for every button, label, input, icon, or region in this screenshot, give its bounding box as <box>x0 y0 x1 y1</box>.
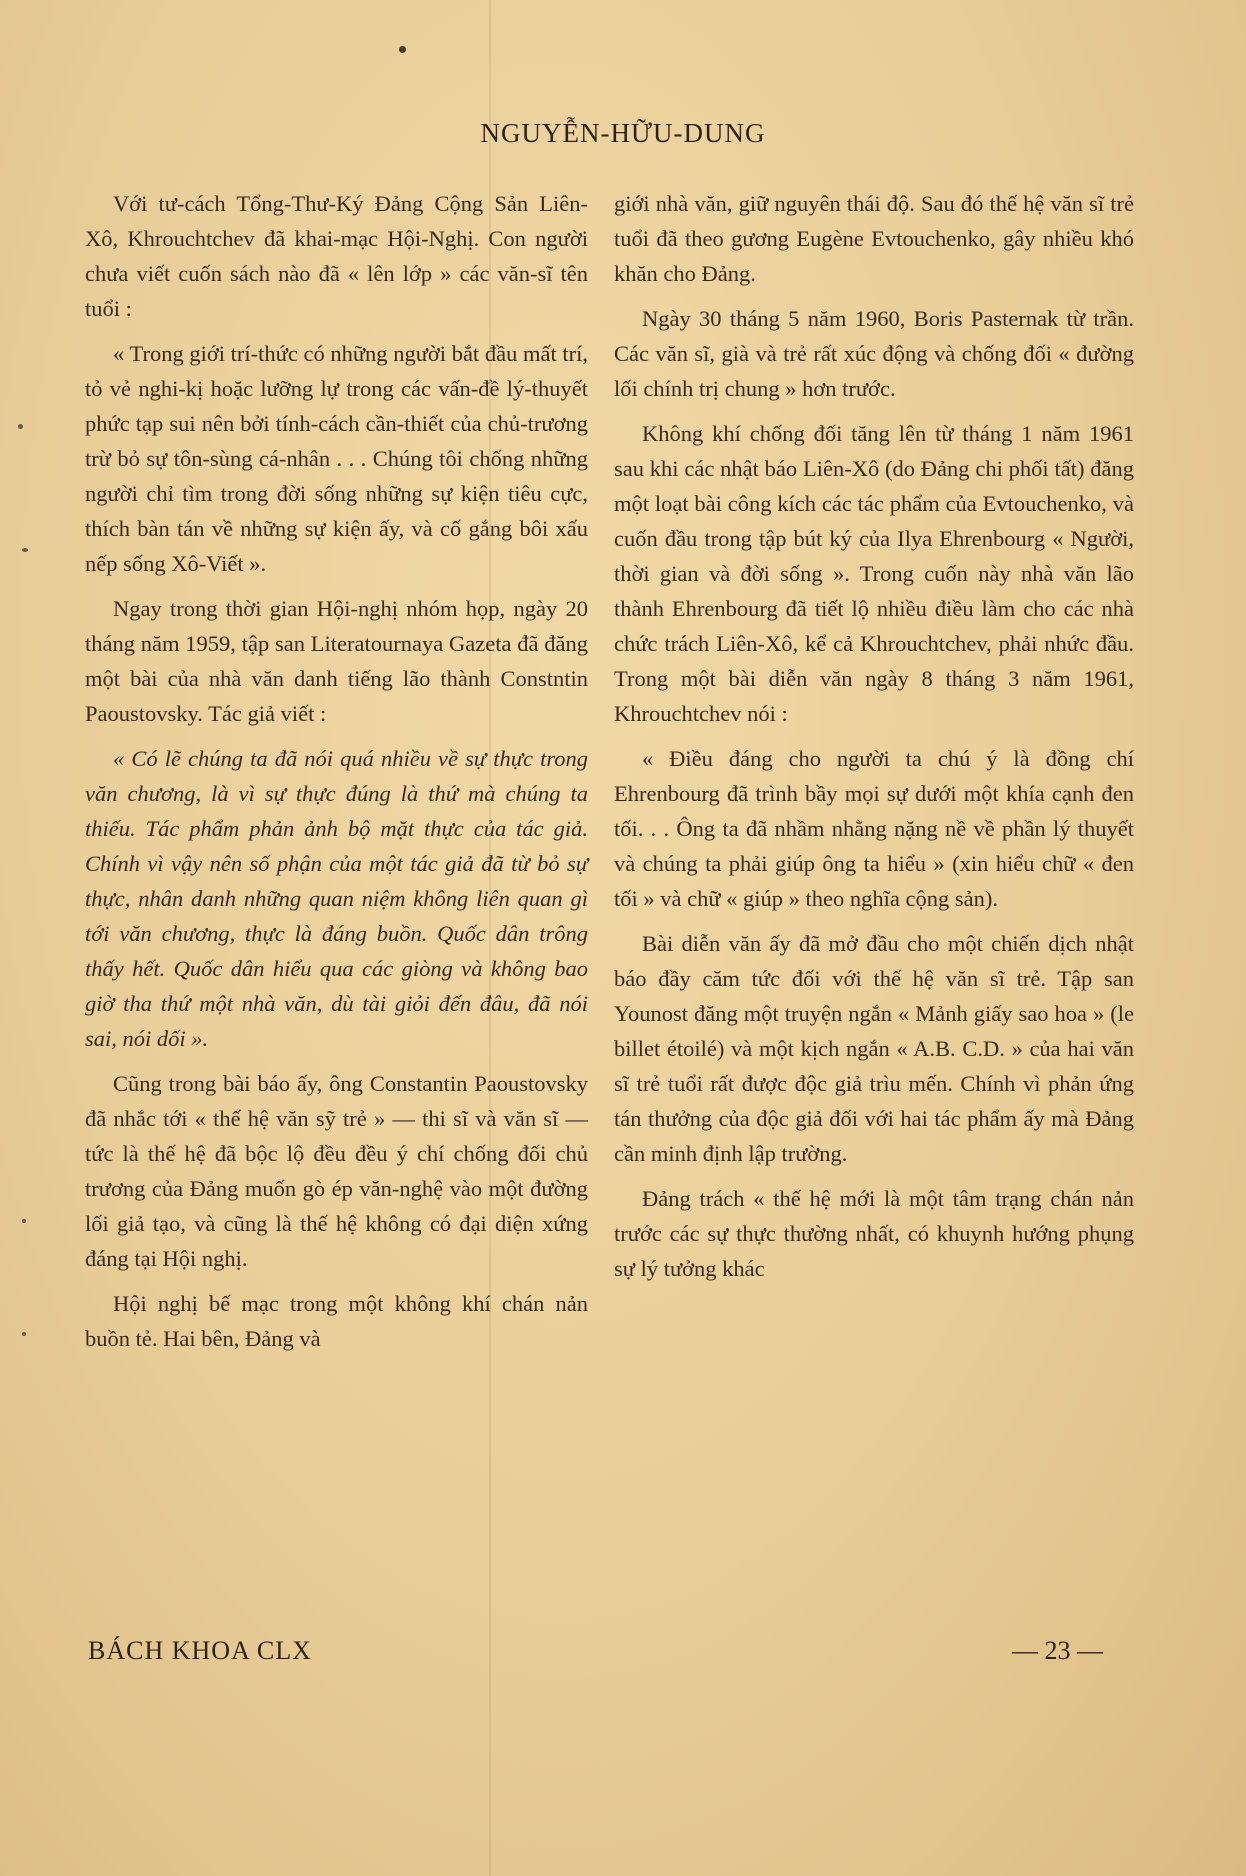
paragraph: Đảng trách « thế hệ mới là một tâm trạng chán nản trước các sự thực thường nhất, có khuynh hướng phụng sự lý tưởng khác <box>614 1186 1134 1281</box>
paragraph-quote-1: « Trong giới trí-thức có những người bắt đầu mất trí, tỏ vẻ nghi-kị hoặc lưỡng lự trong các vấn-đề lý-thuyết phức tạp sui nên bởi tính-cách cần-thiết của chủ-trương trừ bỏ sự tôn-sùng cá-nhân . . . Chúng tôi chống những người chỉ tìm trong đời sống những sự kiện tiêu cực, thích bàn tán về những sự kiện ấy, và cố gắng bôi xấu nếp sống Xô-Viết ». <box>85 341 588 576</box>
paragraph-quote-italic: « Có lẽ chúng ta đã nói quá nhiều về sự thực trong văn chương, là vì sự thực đúng là thứ mà chúng ta thiếu. Tác phẩm phản ảnh bộ mặt thực của tác giả. Chính vì vậy nên số phận của một tác giả đã từ bỏ sự thực, nhân danh những quan niệm không liên quan gì tới văn chương, thực là đáng buồn. Quốc dân trông thấy hết. Quốc dân hiểu qua các giòng và không bao giờ tha thứ một nhà văn, dù tài giỏi đến đâu, đã nói sai, nói dối ». <box>85 746 588 1051</box>
paragraph: Cũng trong bài báo ấy, ông Constantin Paoustovsky đã nhắc tới « thế hệ văn sỹ trẻ » — thi sĩ và văn sĩ — tức là thế hệ đã bộc lộ đều đều ý chí chống đối chủ trương của Đảng muốn gò ép văn-nghệ vào một đường lối giả tạo, và cũng là thế hệ không có đại diện xứng đáng tại Hội nghị. <box>85 1071 588 1271</box>
left-column <box>85 186 588 1366</box>
page-header: NGUYỄN-HỮU-DUNG <box>480 118 766 148</box>
paragraph: giới nhà văn, giữ nguyên thái độ. Sau đó thế hệ văn sĩ trẻ tuổi đã theo gương Eugène Evtouchenko, gây nhiều khó khăn cho Đảng. <box>614 191 1134 286</box>
speck <box>18 424 23 429</box>
paragraph: Ngày 30 tháng 5 năm 1960, Boris Pasternak từ trần. Các văn sĩ, già và trẻ rất xúc động và chống đối « đường lối chính trị chung » hơn trước. <box>614 306 1134 401</box>
paragraph: Hội nghị bế mạc trong một không khí chán nản buồn tẻ. Hai bên, Đảng và <box>85 1291 588 1351</box>
ink-dot <box>399 46 406 53</box>
paragraph: Không khí chống đối tăng lên từ tháng 1 năm 1961 sau khi các nhật báo Liên-Xô (do Đảng chi phối tất) đăng một loạt bài công kích các tác phẩm của Evtouchenko, và cuốn đầu trong tập bút ký của Ilya Ehrenbourg « Người, thời gian và đời sống ». Trong cuốn này nhà văn lão thành Ehrenbourg đã tiết lộ nhiều điều làm cho các nhà chức trách Liên-Xô, kể cả Khrouchtchev, phải nhức đầu. Trong một bài diễn văn ngày 8 tháng 3 năm 1961, Khrouchtchev nói : <box>614 421 1134 726</box>
paragraph: Bài diễn văn ấy đã mở đầu cho một chiến dịch nhật báo đầy căm tức đối với thế hệ văn sĩ trẻ. Tập san Younost đăng một truyện ngắn « Mảnh giấy sao hoa » (le billet étoilé) và một kịch ngắn « A.B. C.D. » của hai văn sĩ trẻ tuổi rất được độc giả trìu mến. Chính vì phản ứng tán thưởng của độc giả đối với hai tác phẩm ấy mà Đảng cần minh định lập trường. <box>614 931 1134 1166</box>
footer-publication: BÁCH KHOA CLX <box>88 1636 312 1665</box>
page-number: — 23 — <box>1012 1636 1103 1665</box>
right-column <box>614 186 1134 1296</box>
speck <box>22 548 28 552</box>
speck <box>22 1219 26 1223</box>
paragraph-quote: « Điều đáng cho người ta chú ý là đồng chí Ehrenbourg đã trình bầy mọi sự dưới một khía cạnh đen tối. . . Ông ta đã nhầm nhằng nặng nề về phần lý thuyết và chúng ta phải giúp ông ta hiểu » (xin hiểu chữ « đen tối » và chữ « giúp » theo nghĩa cộng sản). <box>614 746 1134 911</box>
paragraph: Ngay trong thời gian Hội-nghị nhóm họp, ngày 20 tháng năm 1959, tập san Literatournaya Gazeta đã đăng một bài của nhà văn danh tiếng lão thành Constntin Paoustovsky. Tác giả viết : <box>85 596 588 726</box>
speck <box>22 1332 26 1336</box>
paragraph: Với tư-cách Tổng-Thư-Ký Đảng Cộng Sản Liên-Xô, Khrouchtchev đã khai-mạc Hội-Nghị. Con người chưa viết cuốn sách nào đã « lên lớp » các văn-sĩ tên tuổi : <box>85 191 588 321</box>
